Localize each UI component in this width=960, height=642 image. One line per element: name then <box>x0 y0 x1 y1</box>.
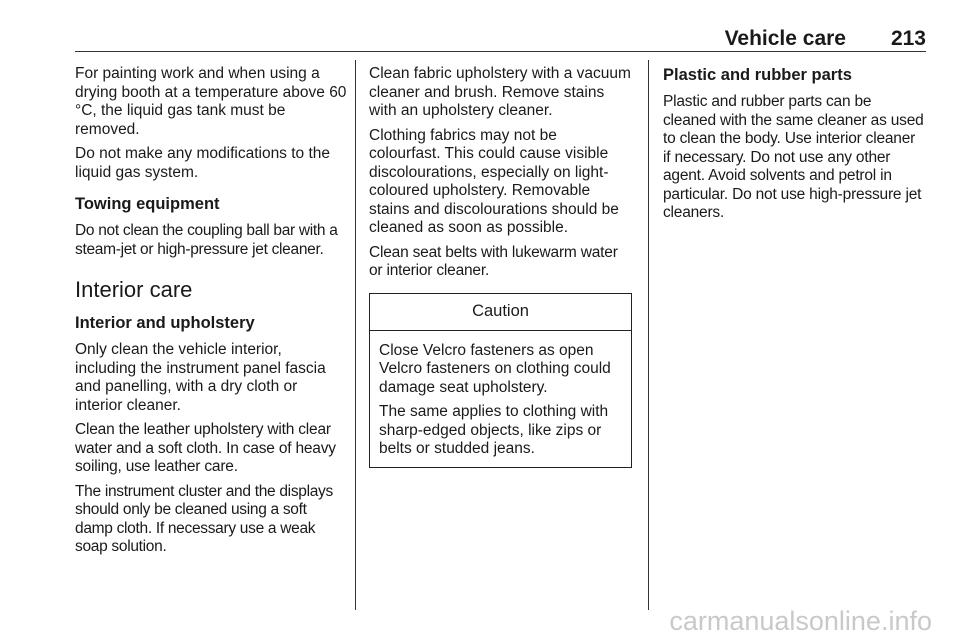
heading-towing-equipment: Towing equipment <box>75 195 220 213</box>
page-number: 213 <box>890 27 926 50</box>
page-header <box>75 27 926 52</box>
paragraph: Do not clean the coupling ball bar with a steam-jet or high-pressure jet cleaner. <box>75 222 338 258</box>
column-divider <box>355 60 356 610</box>
caution-body <box>370 331 631 467</box>
watermark: carmanualsonline.info <box>669 606 932 636</box>
paragraph: Only clean the vehicle interior, including the instrument panel fascia and panelling, with a dry cloth or interior cleaner. <box>75 341 326 414</box>
paragraph: Clothing fabrics may not be colourfast. This could cause visible discolourations, especially on light-coloured upholstery. Removable stains and discolourations should be cleaned as soon as possible. <box>369 126 619 236</box>
section-title: Vehicle care <box>724 27 846 50</box>
heading-interior-upholstery: Interior and upholstery <box>75 314 255 332</box>
paragraph: Clean fabric upholstery with a vacuum cleaner and brush. Remove stains with an upholstery cleaner. <box>369 65 631 119</box>
paragraph: The same applies to clothing with sharp-edged objects, like zips or belts or studded jeans. <box>379 403 609 457</box>
paragraph: Do not make any modifications to the liquid gas system. <box>75 145 331 181</box>
paragraph: For painting work and when using a drying booth at a temperature above 60 °C, the liquid gas tank must be removed. <box>75 65 347 138</box>
paragraph: Plastic and rubber parts can be cleaned with the same cleaner as used to clean the body. Use interior cleaner if necessary. Do not use any other agent. Avoid solvents and petrol in particular. Do not use high-pressure jet cleaners. <box>663 93 924 221</box>
caution-title: Caution <box>370 294 631 331</box>
paragraph: The instrument cluster and the displays should only be cleaned using a soft damp cloth. If necessary use a weak soap solution. <box>75 482 333 555</box>
heading-interior-care: Interior care <box>75 277 193 302</box>
column-middle <box>369 65 631 468</box>
column-right <box>663 65 926 229</box>
paragraph: Clean the leather upholstery with clear water and a soft cloth. In case of heavy soiling, use leather care. <box>75 421 336 475</box>
column-divider <box>648 60 649 610</box>
paragraph: Clean seat belts with lukewarm water or interior cleaner. <box>369 243 618 279</box>
paragraph: Close Velcro fasteners as open Velcro fasteners on clothing could damage seat upholstery. <box>379 341 611 396</box>
column-left <box>75 65 347 563</box>
heading-plastic-rubber: Plastic and rubber parts <box>663 66 852 84</box>
caution-box <box>369 293 632 468</box>
